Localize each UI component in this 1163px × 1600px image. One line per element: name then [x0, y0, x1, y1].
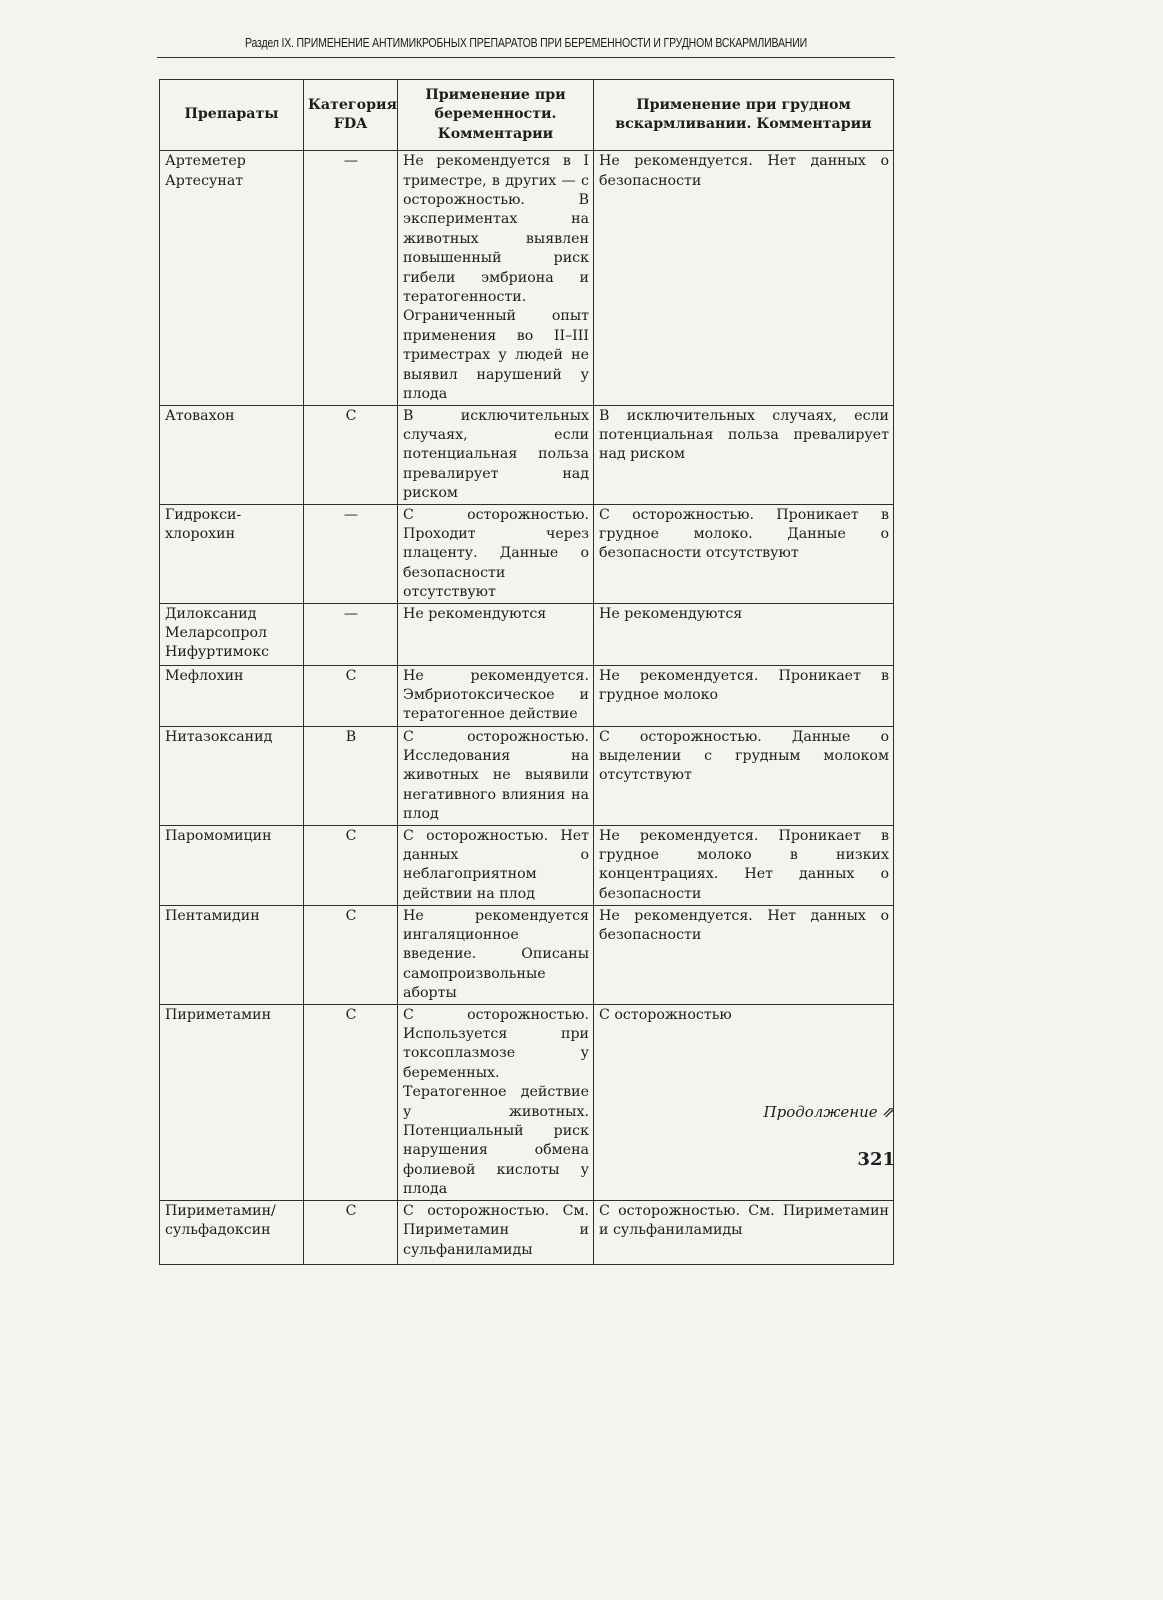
- breastfeeding-comment: Не рекомендуется. Проникает в грудное молоко в низких концентрациях. Нет данных о безопасности: [594, 825, 894, 905]
- drug-name: Мефлохин: [160, 665, 304, 726]
- table-row: [160, 665, 894, 726]
- pregnancy-comment: В исключительных случаях, если потенциальная польза превалирует над риском: [398, 405, 594, 504]
- fda-category: C: [304, 905, 398, 1004]
- fda-category: C: [304, 1004, 398, 1200]
- fda-category: —: [304, 603, 398, 665]
- running-head: Раздел IX. ПРИМЕНЕНИЕ АНТИМИКРОБНЫХ ПРЕПАРАТОВ ПРИ БЕРЕМЕННОСТИ И ГРУДНОМ ВСКАРМЛИВАНИИ: [245, 36, 807, 50]
- breastfeeding-comment: Не рекомендуется. Нет данных о безопасности: [594, 905, 894, 1004]
- drug-name: Паромомицин: [160, 825, 304, 905]
- continuation-note: Продолжение ⇗: [763, 1103, 895, 1121]
- column-header-pregnancy: Применение при беременности. Комментарии: [398, 80, 594, 151]
- drug-name: Атовахон: [160, 405, 304, 504]
- pregnancy-comment: С осторожностью. Используется при токсоплазмозе у беременных. Тератогенное действие у животных. Потенциальный риск нарушения обмена фолиевой кислоты у плода: [398, 1004, 594, 1200]
- pregnancy-comment: Не рекомендуется ингаляционное введение. Описаны самопроизвольные аборты: [398, 905, 594, 1004]
- pregnancy-comment: С осторожностью. Нет данных о неблагоприятном действии на плод: [398, 825, 594, 905]
- table-row: [160, 726, 894, 825]
- breastfeeding-comment: Не рекомендуются: [594, 603, 894, 665]
- fda-category: —: [304, 151, 398, 405]
- page-number: 321: [857, 1149, 895, 1170]
- drug-name: Пентамидин: [160, 905, 304, 1004]
- fda-category: C: [304, 405, 398, 504]
- table-row: [160, 825, 894, 905]
- fda-category: C: [304, 1200, 398, 1264]
- pregnancy-comment: С осторожностью. Исследования на животных не выявили негативного влияния на плод: [398, 726, 594, 825]
- column-header-drugs: Препараты: [160, 80, 304, 151]
- table-row: [160, 603, 894, 665]
- drug-name: Гидрокси-хлорохин: [160, 504, 304, 603]
- drug-name: Пириметамин: [160, 1004, 304, 1200]
- table-row: [160, 151, 894, 405]
- pregnancy-comment: С осторожностью. См. Пириметамин и сульфаниламиды: [398, 1200, 594, 1264]
- pregnancy-comment: Не рекомендуется в I триместре, в других — с осторожностью. В экспериментах на животных выявлен повышенный риск гибели эмбриона и тератогенности. Ограниченный опыт применения во II–III триместрах у людей не выявил нарушений у плода: [398, 151, 594, 405]
- breastfeeding-comment: С осторожностью. Проникает в грудное молоко. Данные о безопасности отсутствуют: [594, 504, 894, 603]
- drug-name: Дилоксанид Меларсопрол Нифуртимокс: [160, 603, 304, 665]
- pregnancy-comment: С осторожностью. Проходит через плаценту. Данные о безопасности отсутствуют: [398, 504, 594, 603]
- breastfeeding-comment: В исключительных случаях, если потенциальная польза превалирует над риском: [594, 405, 894, 504]
- header-rule: [157, 57, 895, 58]
- drug-table: [159, 79, 894, 1265]
- drug-name: Артеметер Артесунат: [160, 151, 304, 405]
- fda-category: B: [304, 726, 398, 825]
- table-row: [160, 905, 894, 1004]
- breastfeeding-comment: Не рекомендуется. Проникает в грудное молоко: [594, 665, 894, 726]
- fda-category: —: [304, 504, 398, 603]
- table-header-row: [160, 80, 894, 151]
- table-row: [160, 405, 894, 504]
- drug-name: Нитазоксанид: [160, 726, 304, 825]
- pregnancy-comment: Не рекомендуется. Эмбриотоксическое и тератогенное действие: [398, 665, 594, 726]
- column-header-fda-category: Категория FDA: [304, 80, 398, 151]
- table-row: [160, 504, 894, 603]
- fda-category: C: [304, 825, 398, 905]
- pregnancy-comment: Не рекомендуются: [398, 603, 594, 665]
- breastfeeding-comment: С осторожностью. См. Пириметамин и сульфаниламиды: [594, 1200, 894, 1264]
- drug-name: Пириметамин/ сульфадоксин: [160, 1200, 304, 1264]
- breastfeeding-comment: С осторожностью. Данные о выделении с грудным молоком отсутствуют: [594, 726, 894, 825]
- column-header-breastfeeding: Применение при грудном вскармливании. Комментарии: [594, 80, 894, 151]
- breastfeeding-comment: Не рекомендуется. Нет данных о безопасности: [594, 151, 894, 405]
- fda-category: C: [304, 665, 398, 726]
- table-row: [160, 1200, 894, 1264]
- breastfeeding-comment: С осторожностью: [594, 1004, 894, 1200]
